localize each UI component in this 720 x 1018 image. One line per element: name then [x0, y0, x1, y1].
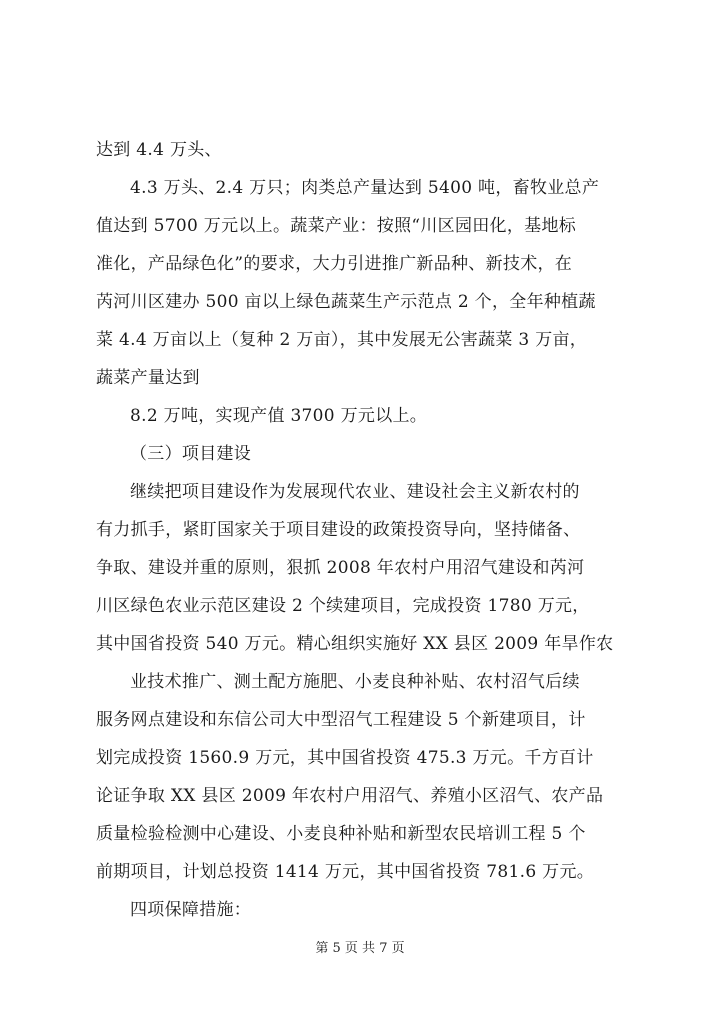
paragraph-line: 准化，产品绿色化”的要求，大力引进推广新品种、新技术，在: [96, 254, 573, 274]
paragraph-line: 4.3 万头、2.4 万只；肉类总产量达到 5400 吨，畜牧业总产: [130, 178, 600, 198]
paragraph-line: 前期项目，计划总投资 1414 万元，其中国省投资 781.6 万元。: [96, 862, 595, 882]
paragraph-line: 业技术推广、测土配方施肥、小麦良种补贴、农村沼气后续: [130, 672, 580, 692]
paragraph-line: 蔬菜产量达到: [96, 368, 200, 388]
paragraph-line: 继续把项目建设作为发展现代农业、建设社会主义新农村的: [130, 482, 580, 502]
paragraph-line: 争取、建设并重的原则，狠抓 2008 年农村户用沼气建设和芮河: [96, 558, 585, 578]
paragraph-line: 川区绿色农业示范区建设 2 个续建项目，完成投资 1780 万元，: [96, 596, 590, 616]
paragraph-line: 其中国省投资 540 万元。精心组织实施好 XX 县区 2009 年旱作农: [96, 634, 614, 654]
section-heading: 四项保障措施：: [130, 900, 252, 920]
paragraph-line: 划完成投资 1560.9 万元，其中国省投资 475.3 万元。千方百计: [96, 748, 594, 768]
paragraph-line: 值达到 5700 万元以上。蔬菜产业：按照“川区园田化，基地标: [96, 216, 577, 236]
paragraph-line: 论证争取 XX 县区 2009 年农村户用沼气、养殖小区沼气、农产品: [96, 786, 604, 806]
paragraph-line: 芮河川区建办 500 亩以上绿色蔬菜生产示范点 2 个，全年种植蔬: [96, 292, 596, 312]
paragraph-line: 有力抓手，紧盯国家关于项目建设的政策投资导向，坚持储备、: [96, 520, 581, 540]
paragraph-line: 达到 4.4 万头、: [96, 140, 222, 160]
page-number-footer: 第 5 页 共 7 页: [315, 941, 405, 956]
paragraph-line: 菜 4.4 万亩以上（复种 2 万亩），其中发展无公害蔬菜 3 万亩，: [96, 330, 588, 350]
paragraph-line: 质量检验检测中心建设、小麦良种补贴和新型农民培训工程 5 个: [96, 824, 586, 844]
section-heading: （三）项目建设: [130, 444, 252, 464]
paragraph-line: 服务网点建设和东信公司大中型沼气工程建设 5 个新建项目，计: [96, 710, 586, 730]
paragraph-line: 8.2 万吨，实现产值 3700 万元以上。: [130, 406, 428, 426]
